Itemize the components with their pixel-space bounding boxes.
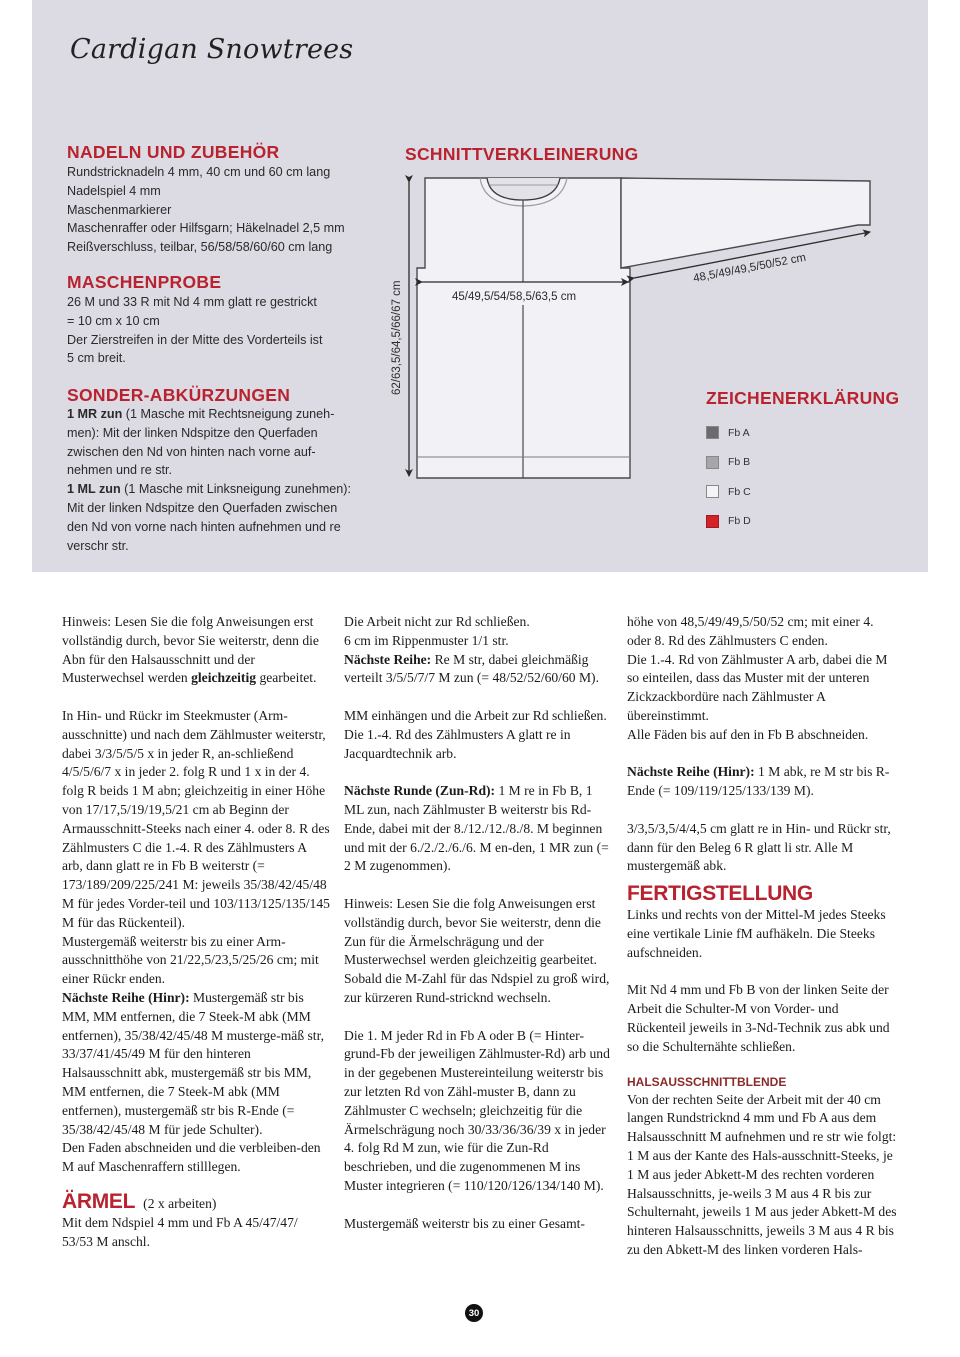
swatch-fb-b — [706, 456, 719, 469]
gauge-heading: MASCHENPROBE — [67, 272, 222, 292]
legend-label: Fb B — [728, 456, 751, 469]
swatch-fb-a — [706, 426, 719, 439]
needles-line: Maschenraffer oder Hilfsgarn; Häkelnadel 2,5 mm — [67, 221, 345, 236]
needles-line: Reißverschluss, teilbar, 56/58/58/60/60 cm lang — [67, 240, 333, 255]
abbreviations-heading: SONDER-ABKÜRZUNGEN — [67, 385, 291, 405]
width-label: 45/49,5/54/58,5/63,5 cm — [452, 291, 577, 303]
gauge-line: 26 M und 33 R mit Nd 4 mm glatt re gestrickt — [67, 295, 317, 309]
paragraph: Von der rechten Seite der Arbeit mit der 40 cm langen Rundstricknd 4 mm und Fb A aus dem Halsausschnitt M aufnehmen und re str wie folgt: 1 M aus der Kante des Hals-ausschnitt-Steeks, je 1 M aus jeder Abkett-M des rechten vorderen Halsausschnitts, je-weils 3 M aus 4 R bis zur Schulternaht, jeweils 1 M aus jeder Abkett-M des hinteren Halsausschnitts, jeweils 3 M aus 4 R bis zu den Abkett-M des linken vorderen Hals- — [627, 1091, 897, 1257]
legend-item-fb-a — [706, 418, 751, 448]
paragraph: Nächste Reihe: Re M str, dabei gleichmäßig verteilt 3/5/5/7/7 M zun (= 48/52/52/60/60 M). — [344, 651, 599, 686]
paragraph: Mit Nd 4 mm und Fb B von der linken Seite der Arbeit die Schulter-M von Vorder- und Rückenteil jeweils in 3-Nd-Technik zus abk und so die Schulternähte schließen. — [627, 982, 890, 1054]
abbreviation-term: 1 MR zun — [67, 407, 123, 421]
legend-item-fb-c — [706, 477, 751, 507]
legend-label: Fb C — [728, 485, 751, 498]
swatch-fb-d — [706, 515, 719, 528]
paragraph: 6 cm im Rippenmuster 1/1 str. — [344, 632, 509, 648]
step-label: Nächste Runde (Zun-Rd): — [344, 783, 496, 799]
paragraph: Den Faden abschneiden und die verbleiben-den M auf Maschenraffern stilllegen. — [62, 1140, 321, 1175]
needles-line: Nadelspiel 4 mm — [67, 183, 161, 198]
paragraph: Mustergemäß weiterstr bis zu einer Gesamt- — [344, 1215, 585, 1231]
swatch-fb-c — [706, 485, 719, 498]
abbreviation-text: (1 Masche mit Rechtsneigung zuneh-men): Mit der linken Ndspitze den Querfaden zwischen den Nd von hinten nach vorne auf-nehmen und re str. — [67, 407, 335, 478]
needles-heading: NADELN UND ZUBEHÖR — [67, 142, 280, 162]
paragraph: Die 1. M jeder Rd in Fb A oder B (= Hinter-grund-Fb der jeweiligen Zählmuster-Rd) arb und in der gegebenen Mustereinteilung weiterstr bis zur letzten Rd von Zähl-muster B, dann zu Zählmuster C wechseln; gleichzeitig für die Ärmelschrägung noch 30/33/36/36/39 x in jeder 4. folg Rd M zun, wie für die Zun-Rd beschrieben, und die zugenommenen M ins Muster integrieren (= 110/120/126/134/140 M). — [344, 1027, 610, 1193]
sleeve-section-heading: ÄRMEL (2 x arbeiten) — [62, 1189, 217, 1213]
height-label: 62/63,5/64,5/66/67 cm — [391, 280, 403, 395]
paragraph: Die Arbeit nicht zur Rd schließen. — [344, 614, 530, 629]
paragraph: Nächste Reihe (Hinr): 1 M abk, re M str bis R-Ende (= 109/119/125/133/139 M). — [627, 764, 890, 799]
step-label: Nächste Reihe: — [344, 651, 432, 667]
sleeve-outline — [621, 178, 870, 268]
finishing-heading: FERTIGSTELLUNG — [627, 882, 813, 906]
needles-line: Maschenmarkierer — [67, 202, 172, 217]
abbreviation-text: (1 Masche mit Linksneigung zunehmen): Mit der linken Ndspitze den Querfaden zwischen den Nd von vorne nach hinten aufnehmen und re verschr str. — [67, 482, 351, 553]
instructions-column-1 — [62, 613, 330, 1251]
legend-item-fb-b — [706, 448, 751, 478]
needles-line: Rundstricknadeln 4 mm, 40 cm und 60 cm lang — [67, 165, 331, 179]
paragraph: Die 1.-4. Rd des Zählmusters A glatt re in Jacquardtechnik arb. — [344, 726, 571, 761]
instructions-column-3 — [627, 613, 899, 1260]
gauge-line: = 10 cm x 10 cm — [67, 313, 160, 328]
step-label: Nächste Reihe (Hinr): — [627, 764, 755, 780]
gauge-line: 5 cm breit. — [67, 351, 126, 366]
gauge-line: Der Zierstreifen in der Mitte des Vorderteils ist — [67, 332, 323, 347]
paragraph: Mit dem Ndspiel 4 mm und Fb A 45/47/47/ 53/53 M anschl. — [62, 1214, 298, 1249]
paragraph: Nächste Reihe (Hinr): Mustergemäß str bis MM, MM entfernen, die 7 Steek-M abk (MM entfernen), 35/38/42/45/48 M musterge-mäß str, 33/37/41/45/49 M für den hinteren Halsausschnitt abk, mustergemäß str bis MM, MM entfernen, die 7 Steek-M abk (MM entfernen), mustergemäß str bis R-Ende (= 35/38/42/45/48 M für jede Schulter). — [62, 989, 324, 1137]
legend-item-fb-d — [706, 507, 751, 537]
instructions-column-2 — [344, 613, 612, 1233]
paragraph: Die 1.-4. Rd von Zählmuster A arb, dabei die M so einteilen, dass das Muster mit der unteren Zickzackbordüre nach Zählmuster A übereinstimmt. — [627, 651, 888, 723]
paragraph: MM einhängen und die Arbeit zur Rd schließen. — [344, 707, 607, 723]
schematic-heading: SCHNITTVERKLEINERUNG — [405, 144, 639, 164]
paragraph: Hinweis: Lesen Sie die folg Anweisungen erst vollständig durch, bevor Sie weiterstr, denn die Zun für die Ärmelschrägung und der Musterwechsel werden gleichzeitig gearbeitet. Sobald die M-Zahl für das Ndspiel zu groß wird, zur kürzeren Rund-stricknd wechseln. — [344, 895, 610, 1005]
paragraph: Links und rechts von der Mittel-M jedes Steeks eine vertikale Linie fM aufhäkeln. Die Steeks aufschneiden. — [627, 907, 886, 960]
color-legend — [706, 418, 751, 536]
page-title: Cardigan Snowtrees — [70, 34, 354, 65]
emphasis: gleichzeitig — [191, 670, 257, 686]
paragraph: 3/3,5/3,5/4/4,5 cm glatt re in Hin- und Rückr str, dann für den Beleg 6 R glatt li str. Alle M mustergemäß abk. — [627, 820, 891, 874]
page-number-badge: 30 — [465, 1304, 483, 1322]
legend-label: Fb A — [728, 426, 750, 439]
paragraph: Hinweis: Lesen Sie die folg Anweisungen erst vollständig durch, bevor Sie weiterstr, denn die Abn für den Halsausschnitt und der Musterwechsel werden gleichzeitig gearbeitet. — [62, 614, 319, 686]
paragraph: Mustergemäß weiterstr bis zu einer Arm-ausschnitthöhe von 21/22,5/23,5/25/26 cm; mit einer Rückr enden. — [62, 933, 319, 987]
paragraph: höhe von 48,5/49/49,5/50/52 cm; mit einer 4. oder 8. Rd des Zählmusters C enden. — [627, 614, 874, 648]
garment-schematic — [0, 0, 960, 572]
abbreviation-term: 1 ML zun — [67, 482, 121, 497]
neckband-heading: HALSAUSSCHNITTBLENDE — [627, 1074, 787, 1089]
sleeve-length-label: 48,5/49/49,5/50/52 cm — [692, 251, 807, 285]
paragraph: Alle Fäden bis auf den in Fb B abschneiden. — [627, 726, 869, 742]
legend-heading: ZEICHENERKLÄRUNG — [706, 388, 900, 408]
legend-label: Fb D — [728, 515, 751, 528]
paragraph: Nächste Runde (Zun-Rd): 1 M re in Fb B, 1 ML zun, nach Zählmuster B weiterstr bis Rd-Ende, dabei mit der 8./12./12./8./8. M beginnen und mit der 6./2./2./6./6. M en-den, 1 MR zun (= 2 M zugenommen). — [344, 783, 609, 874]
step-label: Nächste Reihe (Hinr): — [62, 989, 190, 1005]
paragraph: In Hin- und Rückr im Steekmuster (Arm-ausschnitte) und nach dem Zählmuster weiterstr, dabei 3/3/5/5/5 x in jeder R, an-schließend 4/5/5/6/7 x in jeder 2. folg R und 1 x in der 4. folg R beids 1 M abn; gleichzeitig in einer Höhe von 17/17,5/19/19,5/21 cm ab Beginn der Armausschnitt-Steeks nach einer 4. oder 8. R des Zählmusters C die 1.-4. R des Zählmusters A arb, dann glatt re in Fb B weiterstr (= 173/189/209/225/241 M: jeweils 35/38/42/45/48 M für jedes Vorder-teil und 103/113/125/135/145 M für das Rückenteil). — [62, 707, 330, 930]
